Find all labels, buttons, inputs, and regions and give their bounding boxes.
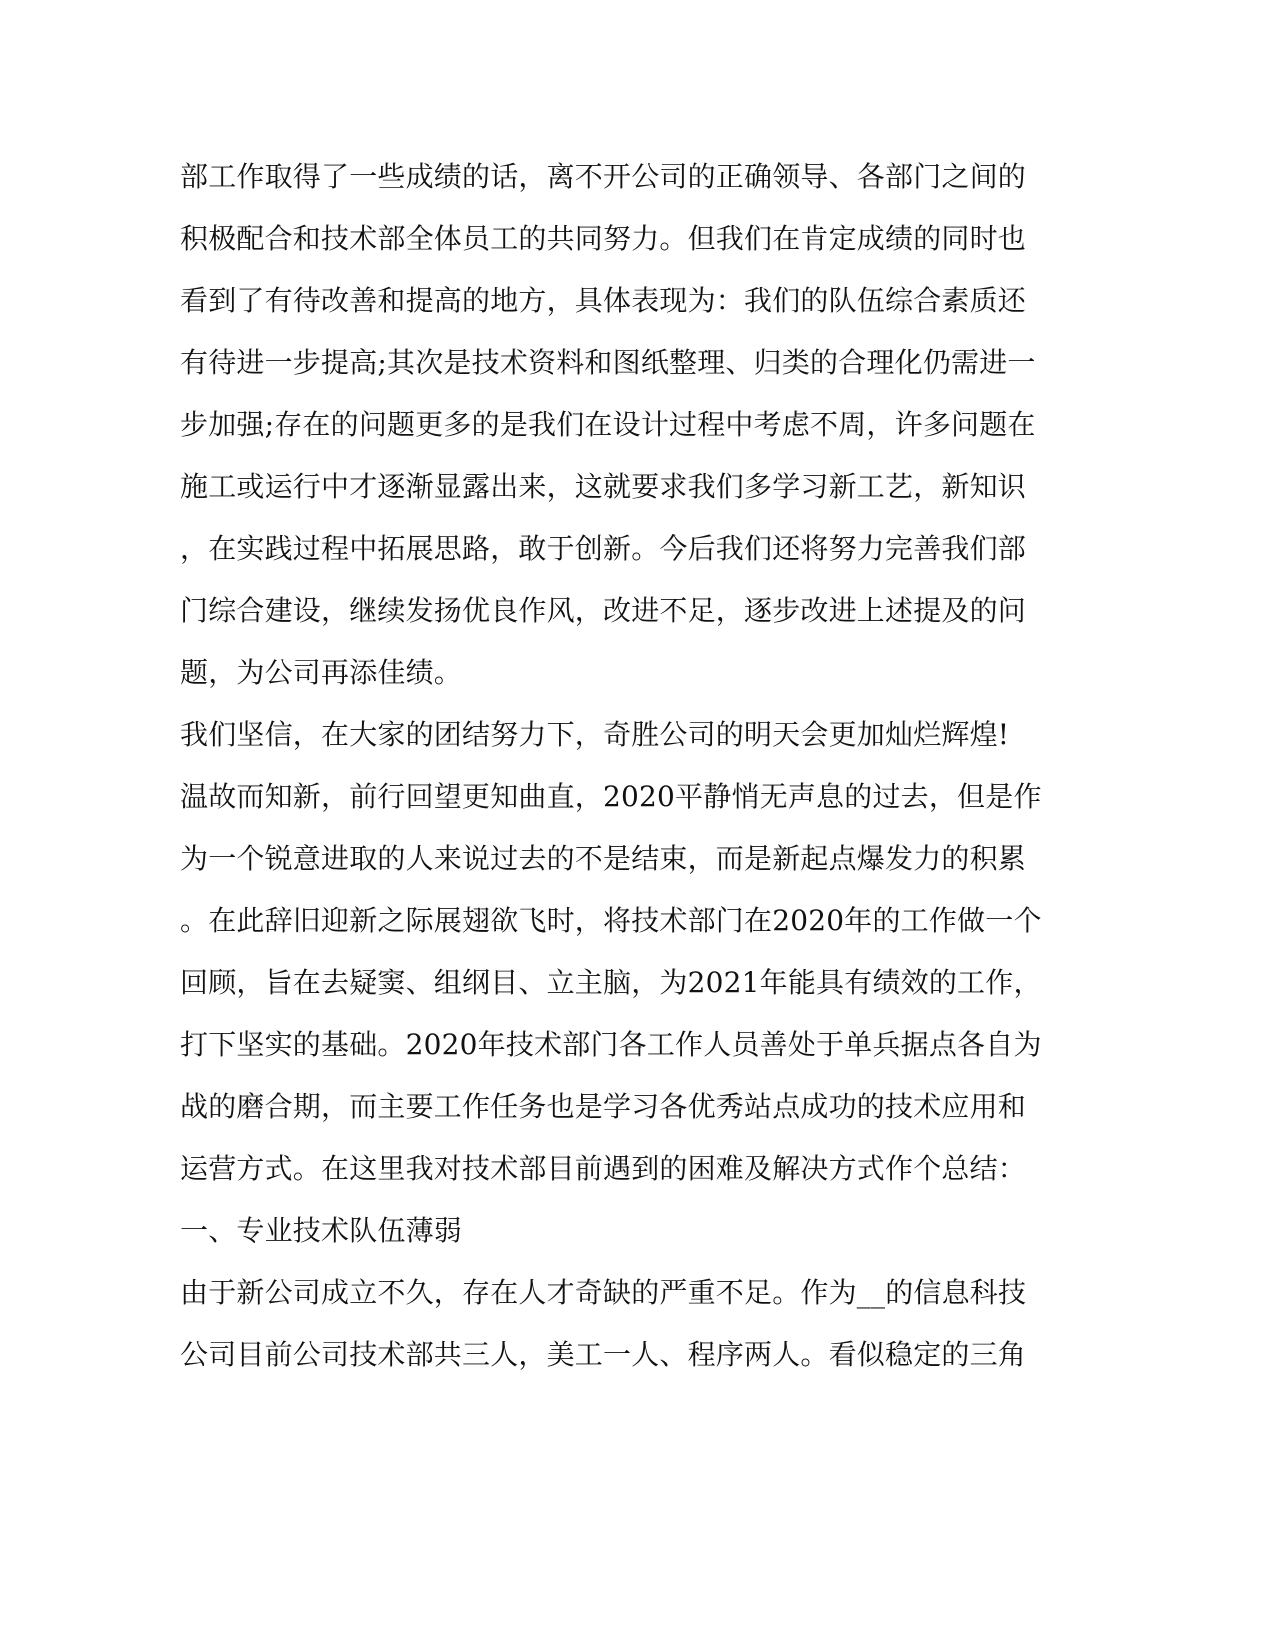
text-line: 题，为公司再添佳绩。 xyxy=(180,656,463,689)
text-line: 部工作取得了一些成绩的话，离不开公司的正确领导、各部门之间的 xyxy=(180,160,1027,193)
text-line: ，在实践过程中拓展思路，敢于创新。今后我们还将努力完善我们部 xyxy=(180,532,1027,565)
section-heading: 一、专业技术队伍薄弱 xyxy=(180,1214,463,1247)
text-line: 我们坚信，在大家的团结努力下，奇胜公司的明天会更加灿烂辉煌! xyxy=(180,718,1010,751)
text-line: 公司目前公司技术部共三人，美工一人、程序两人。看似稳定的三角 xyxy=(180,1338,1027,1371)
text-line: 步加强;存在的问题更多的是我们在设计过程中考虑不周，许多问题在 xyxy=(180,408,1036,441)
text-line: 战的磨合期，而主要工作任务也是学习各优秀站点成功的技术应用和 xyxy=(180,1090,1027,1123)
text-line: 看到了有待改善和提高的地方，具体表现为：我们的队伍综合素质还 xyxy=(180,284,1027,317)
text-line: 为一个锐意进取的人来说过去的不是结束，而是新起点爆发力的积累 xyxy=(180,842,1027,875)
text-line: 施工或运行中才逐渐显露出来，这就要求我们多学习新工艺，新知识 xyxy=(180,470,1027,503)
text-line: 温故而知新，前行回望更知曲直，2020平静悄无声息的过去，但是作 xyxy=(180,780,1042,813)
text-line: 有待进一步提高;其次是技术资料和图纸整理、归类的合理化仍需进一 xyxy=(180,346,1036,379)
text-line: 运营方式。在这里我对技术部目前遇到的困难及解决方式作个总结： xyxy=(180,1152,1027,1185)
document-body xyxy=(180,146,1040,1386)
text-line: 打下坚实的基础。2020年技术部门各工作人员善处于单兵据点各自为 xyxy=(180,1028,1042,1061)
text-line: 积极配合和技术部全体员工的共同努力。但我们在肯定成绩的同时也 xyxy=(180,222,1027,255)
text-line: 回顾，旨在去疑窦、组纲目、立主脑，为2021年能具有绩效的工作， xyxy=(180,966,1042,999)
text-line: 由于新公司成立不久，存在人才奇缺的严重不足。作为__的信息科技 xyxy=(180,1276,1027,1309)
text-line: 。在此辞旧迎新之际展翅欲飞时，将技术部门在2020年的工作做一个 xyxy=(180,904,1042,937)
text-line: 门综合建设，继续发扬优良作风，改进不足，逐步改进上述提及的问 xyxy=(180,594,1027,627)
